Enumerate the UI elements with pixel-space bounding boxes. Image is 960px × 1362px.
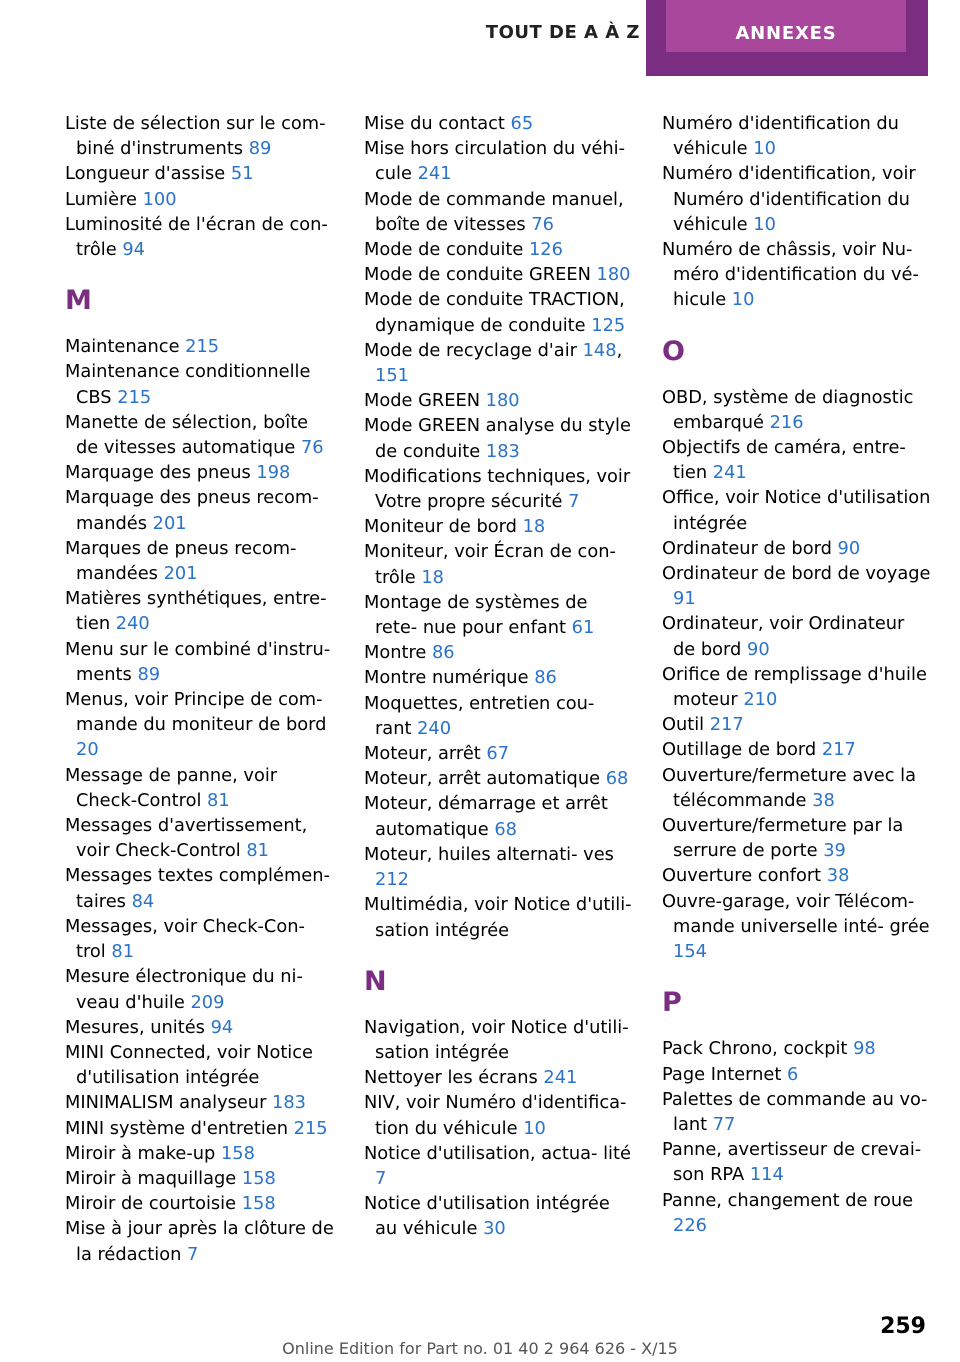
index-column-2 <box>364 111 634 1242</box>
index-entry-text: Moteur, huiles alternati‐ ves <box>364 843 614 865</box>
index-entry <box>364 136 634 186</box>
page-reference-link[interactable]: 18 <box>522 516 546 538</box>
page-reference-link[interactable]: 76 <box>531 213 554 235</box>
page-reference-link[interactable]: 158 <box>241 1193 276 1215</box>
index-entry-text: Multimédia, voir Notice d'utili‐ sation intégrée <box>364 894 632 941</box>
index-entry <box>65 359 335 409</box>
index-entry-text: Messages d'avertissement, voir Check-Control <box>65 815 308 862</box>
page-reference-link[interactable]: 10 <box>753 213 776 235</box>
index-entry-text: Miroir de courtoisie <box>65 1193 237 1215</box>
footer-edition: Online Edition for Part no. 01 40 2 964 626 - X/15 <box>282 1339 678 1358</box>
page-reference-link[interactable]: 154 <box>673 941 707 963</box>
page-reference-link[interactable]: 215 <box>117 386 152 408</box>
index-entry-text: Manette de sélection, boîte de vitesses automatique <box>65 411 309 459</box>
index-entry-text: Panne, changement de roue <box>662 1189 914 1211</box>
index-entry <box>662 1087 932 1137</box>
index-entry <box>662 712 932 737</box>
index-entry <box>364 1015 634 1065</box>
page-reference-link[interactable]: 77 <box>712 1113 736 1135</box>
page-reference-link[interactable]: 51 <box>230 163 254 185</box>
index-entry <box>364 691 634 741</box>
chapter-tab[interactable] <box>646 0 928 76</box>
index-entry <box>65 334 335 359</box>
index-entry-text: Mise du contact <box>364 113 505 134</box>
index-entry-text: Numéro d'identification du véhicule <box>662 113 899 160</box>
index-entry-text: Objectifs de caméra, entre‐ tien <box>662 437 906 484</box>
index-entry <box>364 892 634 942</box>
page-reference-link[interactable]: 86 <box>431 642 455 664</box>
index-entry <box>65 460 335 485</box>
page-reference-link[interactable]: 212 <box>375 869 409 891</box>
chapter-tab-label: ANNEXES <box>666 0 906 52</box>
index-entry-text: Lumière <box>65 188 137 210</box>
index-entry-text: Marquage des pneus <box>65 462 251 484</box>
index-entry-text: Miroir à maquillage <box>65 1167 237 1189</box>
page-reference-link[interactable]: 241 <box>712 462 747 484</box>
index-column-3 <box>662 111 932 1238</box>
index-entry-text: OBD, système de diagnostic embarqué <box>662 386 914 433</box>
index-entry <box>65 687 335 763</box>
index-entry-text: Mode de recyclage d'air <box>364 339 577 361</box>
index-entry <box>65 914 335 964</box>
index-entry <box>364 1191 634 1241</box>
index-entry <box>364 1141 634 1191</box>
index-entry <box>364 539 634 589</box>
index-entry-text: Modifications techniques, voir Votre propre sécurité <box>364 465 631 513</box>
page-reference-link[interactable]: 76 <box>300 437 324 459</box>
page-reference-link[interactable]: 217 <box>821 739 856 761</box>
page-reference-link[interactable]: 180 <box>485 390 520 412</box>
index-letter-heading: P <box>662 987 682 1019</box>
index-entry-text: Marques de pneus recom‐ mandées <box>65 537 297 585</box>
page-reference-link[interactable]: 10 <box>523 1117 546 1139</box>
index-entry-text: Ordinateur de bord <box>662 537 832 559</box>
index-entry-text: Message de panne, voir Check-Control <box>65 764 278 811</box>
index-entry <box>65 1166 335 1191</box>
page-reference-link[interactable]: 158 <box>220 1142 255 1164</box>
index-entry-text: MINI système d'entretien <box>65 1117 288 1139</box>
index-entry <box>364 237 634 262</box>
page-reference-link[interactable]: 240 <box>417 717 452 739</box>
index-entry-text: Matières synthétiques, entre‐ tien <box>65 588 327 635</box>
index-entry-text: Mode de commande manuel, boîte de vitesses <box>364 188 624 235</box>
index-entry <box>65 964 335 1014</box>
index-entry-text: Menus, voir Principe de com‐ mande du moniteur de bord <box>65 689 327 736</box>
page-reference-link[interactable]: 183 <box>272 1092 306 1114</box>
index-entry-text: Montre <box>364 642 427 664</box>
index-letter-heading: M <box>65 285 92 317</box>
page-reference-link[interactable]: 89 <box>137 663 161 685</box>
index-entry <box>364 287 634 337</box>
index-entry <box>364 464 634 514</box>
index-entry-text: MINI Connected, voir Notice d'utilisation intégrée <box>65 1041 313 1089</box>
index-entry <box>364 111 634 136</box>
index-entry <box>65 212 335 262</box>
index-entry <box>662 435 932 485</box>
page-reference-link[interactable]: 68 <box>494 818 517 840</box>
index-entry-text: Outillage de bord <box>662 739 817 761</box>
index-entry <box>65 1090 335 1115</box>
index-entry <box>662 161 932 237</box>
index-entry <box>662 1062 932 1087</box>
page-reference-link[interactable]: 7 <box>568 491 580 513</box>
page-reference-link[interactable]: 226 <box>673 1214 707 1236</box>
page-reference-link[interactable]: 81 <box>207 789 230 811</box>
index-entry-text: Moteur, arrêt <box>364 743 481 765</box>
index-entry <box>65 813 335 863</box>
index-entry <box>65 586 335 636</box>
page-reference-link[interactable]: 30 <box>483 1218 506 1240</box>
index-entry-text: Mise hors circulation du véhi‐ cule <box>364 138 626 185</box>
page-reference-link[interactable]: 7 <box>187 1243 199 1265</box>
index-entry <box>65 1116 335 1141</box>
index-entry-text: Mise à jour après la clôture de la rédaction <box>65 1218 334 1265</box>
index-entry <box>65 161 335 186</box>
index-entry-text: Mesure électronique du ni‐ veau d'huile <box>65 966 303 1013</box>
index-entry <box>364 1090 634 1140</box>
index-entry <box>364 741 634 766</box>
index-entry-text: Miroir à make-up <box>65 1142 216 1164</box>
index-entry <box>662 485 932 535</box>
index-entry-text: Orifice de remplissage d'huile moteur <box>662 663 927 711</box>
page-reference-link[interactable]: 84 <box>131 890 155 912</box>
index-entry <box>662 561 932 611</box>
page-reference-link[interactable]: 89 <box>248 138 272 160</box>
index-entry-text: Ouverture/fermeture par la serrure de porte <box>662 815 904 862</box>
page-reference-link[interactable]: 38 <box>826 865 850 887</box>
index-entry <box>65 187 335 212</box>
index-entry <box>65 410 335 460</box>
index-entry-text: Liste de sélection sur le com‐ biné d'instruments <box>65 113 326 160</box>
index-entry <box>662 385 932 435</box>
index-entry <box>662 237 932 313</box>
index-entry <box>364 187 634 237</box>
index-entry-text: Outil <box>662 714 705 736</box>
index-entry <box>65 1141 335 1166</box>
page-reference-link[interactable]: 100 <box>142 188 177 210</box>
page-reference-link[interactable]: 215 <box>293 1117 328 1139</box>
index-entry-text: Palettes de commande au vo‐ lant <box>662 1088 928 1135</box>
index-entry-text: Moquettes, entretien cou‐ rant <box>364 692 595 739</box>
page-reference-link[interactable]: 240 <box>115 613 150 635</box>
index-entry-text: Mode de conduite <box>364 239 524 261</box>
page-reference-link[interactable]: 183 <box>485 440 520 462</box>
index-entry <box>65 1216 335 1266</box>
index-entry-text: Mesures, unités <box>65 1016 205 1038</box>
page-reference-link[interactable]: 18 <box>421 566 444 588</box>
index-entry-text: Messages, voir Check-Con‐ trol <box>65 915 305 963</box>
index-entry-text: MINIMALISM analyseur <box>65 1092 267 1114</box>
index-entry <box>364 590 634 640</box>
page-reference-link[interactable]: 217 <box>709 714 744 736</box>
page-reference-link[interactable]: 198 <box>256 462 291 484</box>
page-reference-link[interactable]: 94 <box>210 1016 234 1038</box>
index-entry <box>364 262 634 287</box>
page-reference-link[interactable]: 94 <box>122 239 145 261</box>
page-reference-link[interactable]: 20 <box>76 739 99 761</box>
page-reference-link[interactable]: 180 <box>596 264 631 286</box>
page-reference-link[interactable]: 210 <box>743 689 778 711</box>
index-entry-text: Moniteur de bord <box>364 516 517 538</box>
index-entry-text: Panne, avertisseur de crevai‐ son RPA <box>662 1139 922 1186</box>
index-entry <box>65 1191 335 1216</box>
index-entry-text: Maintenance <box>65 336 180 358</box>
page-reference-link[interactable]: 67 <box>486 743 510 765</box>
index-entry-text: Messages textes complémen‐ taires <box>65 865 330 912</box>
index-entry-text: Mode de conduite GREEN <box>364 264 591 286</box>
page-reference-link[interactable]: 38 <box>812 789 835 811</box>
index-column-1 <box>65 111 335 1267</box>
index-entry-text: Page Internet <box>662 1063 782 1085</box>
index-entry <box>662 737 932 762</box>
page-reference-link[interactable]: 7 <box>375 1167 387 1189</box>
page-reference-link[interactable]: 10 <box>753 138 776 160</box>
index-entry-text: Notice d'utilisation intégrée au véhicule <box>364 1193 610 1240</box>
index-entry-text: Ouvre-garage, voir Télécom‐ mande universelle inté‐ grée <box>662 890 930 937</box>
index-entry <box>65 536 335 586</box>
page-reference-link[interactable]: 39 <box>823 840 846 862</box>
index-entry-text: Marquage des pneus recom‐ mandés <box>65 487 319 534</box>
page-reference-link[interactable]: 86 <box>534 667 557 689</box>
page-reference-link[interactable]: 241 <box>543 1067 578 1089</box>
index-entry-text: Montage de systèmes de rete‐ nue pour enfant <box>364 591 588 639</box>
index-entry <box>364 665 634 690</box>
index-entry <box>662 1188 932 1238</box>
index-entry-text: Moteur, démarrage et arrêt automatique <box>364 793 608 840</box>
index-entry-text: Luminosité de l'écran de con‐ trôle <box>65 213 328 261</box>
page-reference-link[interactable]: 201 <box>163 563 198 585</box>
index-entry-text: Notice d'utilisation, actua‐ lité <box>364 1142 631 1164</box>
page-reference-link[interactable]: 61 <box>571 617 595 639</box>
index-entry <box>662 1036 932 1061</box>
index-entry <box>65 1015 335 1040</box>
index-entry <box>364 640 634 665</box>
page-number: 259 <box>880 1314 926 1339</box>
index-entry-text: Numéro de châssis, voir Nu‐ méro d'identification du vé‐ hicule <box>662 239 919 311</box>
index-entry <box>364 842 634 892</box>
index-entry <box>662 763 932 813</box>
index-entry <box>364 413 634 463</box>
page-reference-link[interactable]: 90 <box>837 537 861 559</box>
index-entry-text: Office, voir Notice d'utilisation intégrée <box>662 487 931 534</box>
index-entry-text: Moniteur, voir Écran de con‐ trôle <box>364 541 616 588</box>
page-reference-link[interactable]: 148 <box>582 339 617 361</box>
index-entry-text: Numéro d'identification, voir Numéro d'identification du véhicule <box>662 163 916 235</box>
page-reference-link[interactable]: 91 <box>673 588 696 610</box>
index-entry <box>364 766 634 791</box>
page-reference-link[interactable]: 6 <box>786 1063 799 1085</box>
index-entry <box>662 611 932 661</box>
index-entry <box>662 1137 932 1187</box>
index-entry <box>662 889 932 965</box>
page-reference-link[interactable]: 125 <box>591 314 626 336</box>
page-reference-link[interactable]: 209 <box>190 991 225 1013</box>
page-reference-link[interactable]: 65 <box>510 113 534 134</box>
index-entry-text: Navigation, voir Notice d'utili‐ sation intégrée <box>364 1016 629 1063</box>
index-entry <box>65 637 335 687</box>
index-entry <box>65 763 335 813</box>
page-reference-link[interactable]: 10 <box>731 289 755 311</box>
index-entry <box>662 111 932 161</box>
index-entry-text: Mode de conduite TRACTION, dynamique de conduite <box>364 289 625 336</box>
index-entry <box>65 1040 335 1090</box>
index-entry-text: Mode GREEN <box>364 390 481 412</box>
index-entry-text: Mode GREEN analyse du style de conduite <box>364 415 631 462</box>
index-entry <box>364 514 634 539</box>
index-entry-text: Moteur, arrêt automatique <box>364 768 601 790</box>
index-entry-text: Longueur d'assise <box>65 163 226 185</box>
section-title: TOUT DE A À Z <box>485 22 640 43</box>
index-entry-text: Menu sur le combiné d'instru‐ ments <box>65 638 331 685</box>
index-entry-text: NIV, voir Numéro d'identifica‐ tion du véhicule <box>364 1092 627 1139</box>
index-entry <box>662 536 932 561</box>
page-reference-link[interactable]: 215 <box>185 336 220 358</box>
index-entry-text: Ordinateur de bord de voyage <box>662 563 931 585</box>
page-reference-link[interactable]: 81 <box>111 941 135 963</box>
page-reference-link[interactable]: 68 <box>605 768 629 790</box>
page-reference-link[interactable]: 216 <box>769 411 804 433</box>
index-entry <box>662 813 932 863</box>
index-entry-text: Ordinateur, voir Ordinateur de bord <box>662 613 905 660</box>
page-reference-link[interactable]: 90 <box>747 638 770 660</box>
index-entry <box>662 662 932 712</box>
index-entry-text: Ouverture confort <box>662 865 822 887</box>
index-entry <box>364 1065 634 1090</box>
index-entry-text: Montre numérique <box>364 667 529 689</box>
index-letter-heading: N <box>364 965 387 997</box>
index-entry <box>662 863 932 888</box>
index-entry-text: Pack Chrono, cockpit <box>662 1038 848 1060</box>
page-reference-link[interactable]: 158 <box>241 1167 276 1189</box>
index-entry <box>364 791 634 841</box>
page-reference-link[interactable]: 151 <box>375 365 409 387</box>
index-entry <box>65 863 335 913</box>
page-reference-link[interactable]: 241 <box>417 163 452 185</box>
index-entry <box>65 111 335 161</box>
index-entry-text: Ouverture/fermeture avec la télécommande <box>662 764 916 811</box>
index-letter-heading: O <box>662 335 685 367</box>
page-reference-link[interactable]: 98 <box>853 1038 876 1060</box>
index-entry <box>364 388 634 413</box>
index-entry-text: Maintenance conditionnelle CBS <box>65 361 311 408</box>
page-reference-link[interactable]: 201 <box>152 512 187 534</box>
page-reference-link[interactable]: 81 <box>246 840 269 862</box>
index-entry <box>65 485 335 535</box>
index-entry-text: Nettoyer les écrans <box>364 1067 538 1089</box>
page-reference-link[interactable]: 126 <box>528 239 563 261</box>
page-reference-link[interactable]: 114 <box>749 1164 784 1186</box>
index-entry: Mode de recyclage d'air 148, 151 <box>364 339 623 387</box>
